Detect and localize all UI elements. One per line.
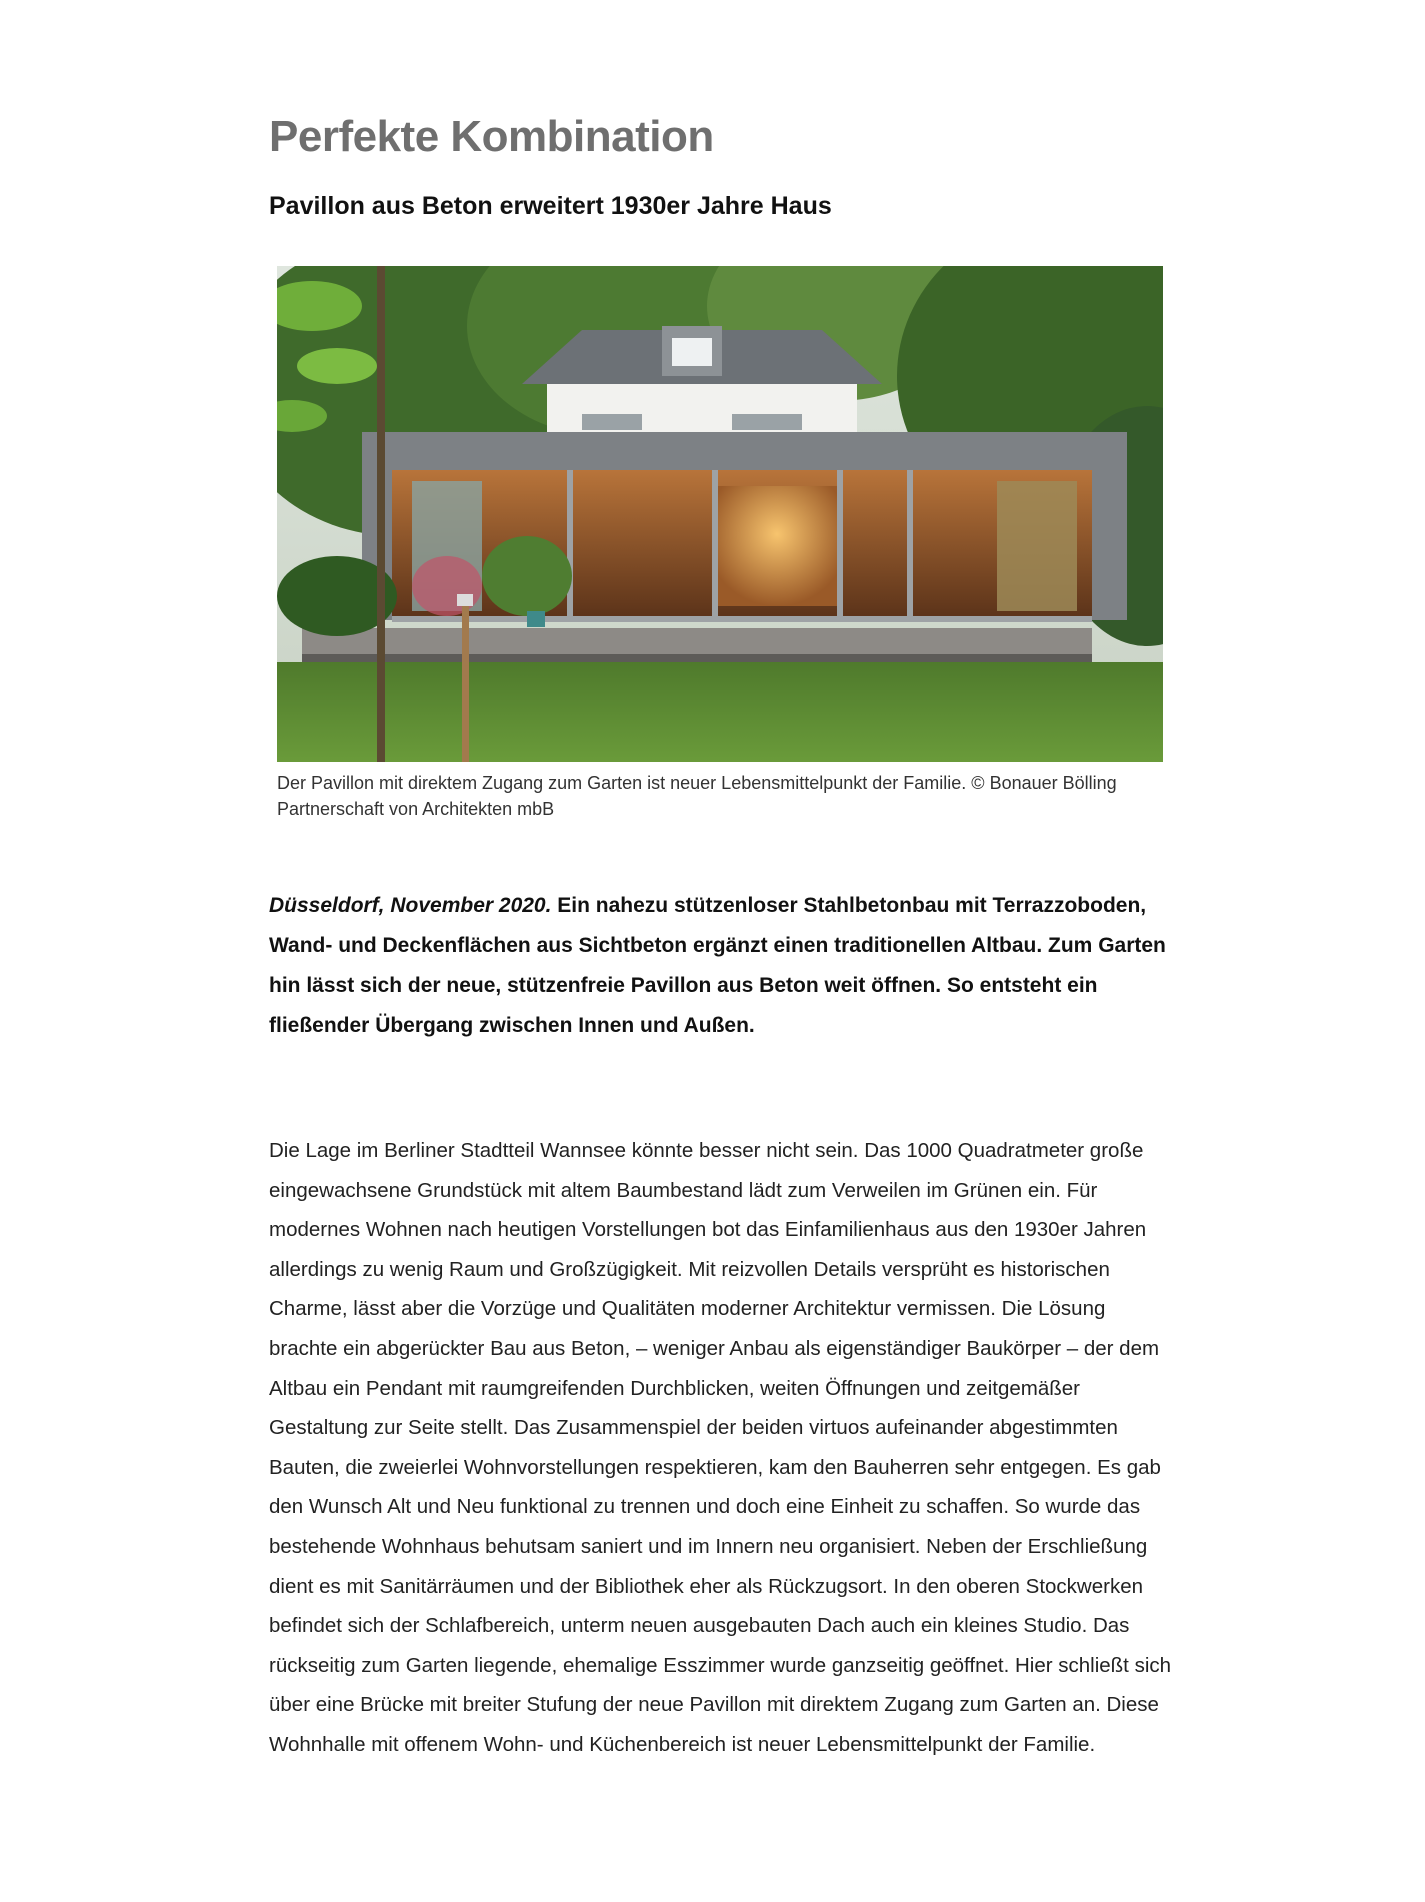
photo-caption: Der Pavillon mit direktem Zugang zum Garten ist neuer Lebensmittelpunkt der Familie. © Bonauer Bölling Partnerschaft von Architekten mbB (277, 773, 1117, 819)
lead-text: Ein nahezu stützenloser Stahlbetonbau mit Terrazzoboden, Wand- und Deckenflächen aus Sichtbeton ergänzt einen traditionellen Altbau. Zum Garten hin lässt sich der neue, stützenfreie Pavillon aus Beton weit öffnen. So entsteht ein fließender Übergang zwischen Innen und Außen. (269, 894, 1166, 1037)
dateline: Düsseldorf, November 2020. (269, 894, 552, 917)
lead-paragraph (269, 886, 1174, 1046)
house-photo (277, 266, 1163, 762)
article-title: Perfekte Kombination (269, 112, 714, 161)
article-subtitle: Pavillon aus Beton erweitert 1930er Jahre Haus (269, 192, 832, 220)
body-paragraph: Die Lage im Berliner Stadtteil Wannsee könnte besser nicht sein. Das 1000 Quadratmeter große eingewachsene Grundstück mit altem Baumbestand lädt zum Verweilen im Grünen ein. Für modernes Wohnen nach heutigen Vorstellungen bot das Einfamilienhaus aus den 1930er Jahren allerdings zu wenig Raum und Großzügigkeit. Mit reizvollen Details versprüht es historischen Charme, lässt aber die Vorzüge und Qualitäten moderner Architektur vermissen. Die Lösung brachte ein abgerückter Bau aus Beton, – weniger Anbau als eigenständiger Baukörper – der dem Altbau ein Pendant mit raumgreifenden Durchblicken, weiten Öffnungen und zeitgemäßer Gestaltung zur Seite stellt. Das Zusammenspiel der beiden virtuos aufeinander abgestimmten Bauten, die zweierlei Wohnvorstellungen respektieren, kam den Bauherren sehr entgegen. Es gab den Wunsch Alt und Neu funktional zu trennen und doch eine Einheit zu schaffen. So wurde das bestehende Wohnhaus behutsam saniert und im Innern neu organisiert. Neben der Erschließung dient es mit Sanitärräumen und der Bibliothek eher als Rückzugsort. In den oberen Stockwerken befindet sich der Schlafbereich, unterm neuen ausgebauten Dach auch ein kleines Studio. Das rückseitig zum Garten liegende, ehemalige Esszimmer wurde ganzseitig geöffnet. Hier schließt sich über eine Brücke mit breiter Stufung der neue Pavillon mit direktem Zugang zum Garten an. Diese Wohnhalle mit offenem Wohn- und Küchenbereich ist neuer Lebensmittelpunkt der Familie. (269, 1139, 1172, 1756)
